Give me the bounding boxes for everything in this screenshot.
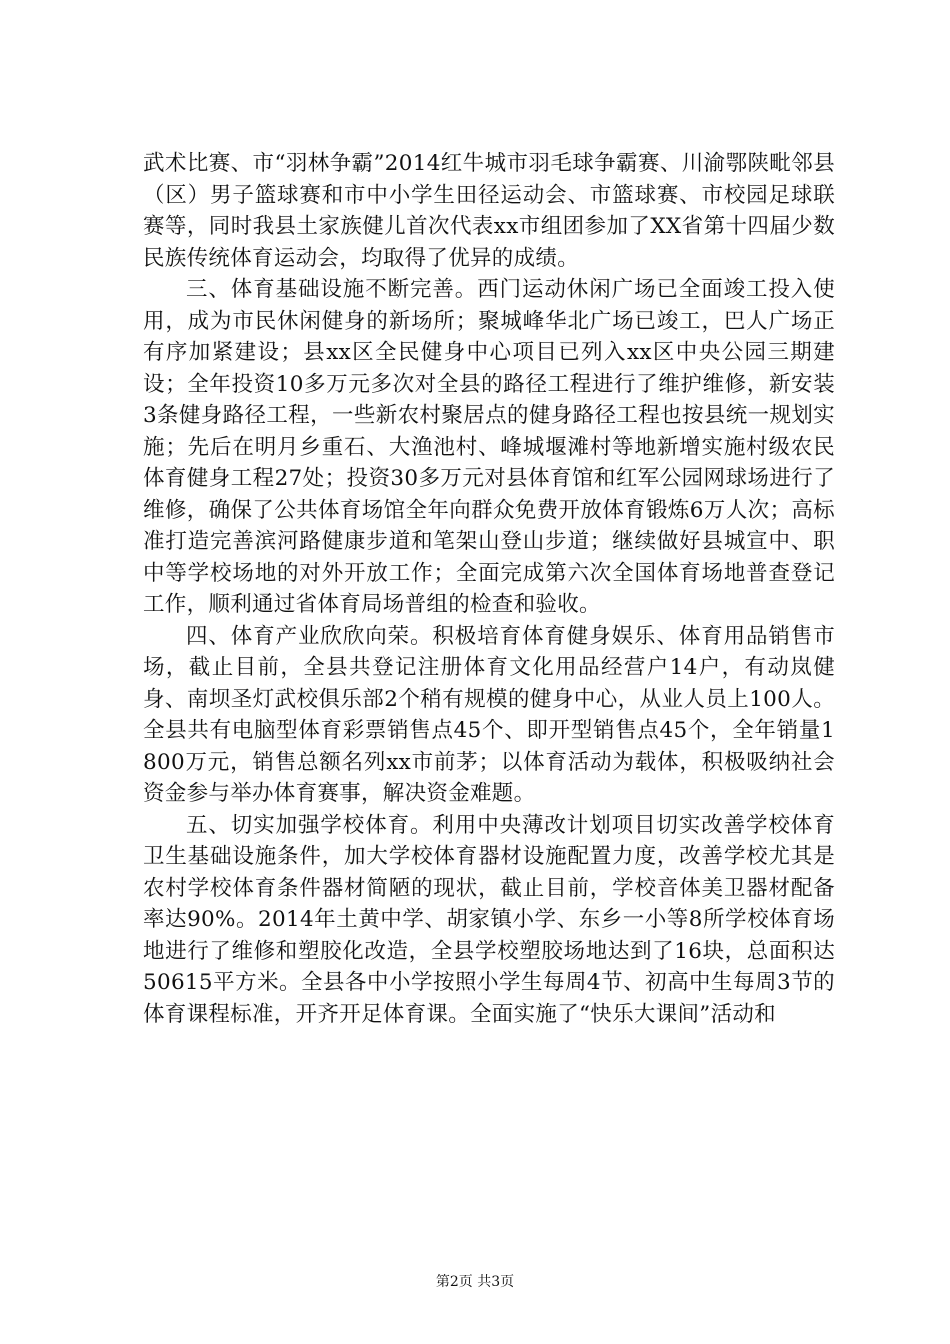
paragraph-infrastructure: 三、体育基础设施不断完善。西门运动休闲广场已全面竣工投入使用，成为市民休闲健身的新场所；聚城峰华北广场已竣工，巴人广场正有序加紧建设；县xx区全民健身中心项目已列入xx区中央公园三期建设；全年投资10多万元多次对全县的路径工程进行了维护维修，新安装3条健身路径工程，一些新农村聚居点的健身路径工程也按县统一规划实施；先后在明月乡重石、大渔池村、峰城堰滩村等地新增实施村级农民体育健身工程27处；投资30多万元对县体育馆和红军公园网球场进行了维修，确保了公共体育场馆全年向群众免费开放体育锻炼6万人次；高标准打造完善滨河路健康步道和笔架山登山步道；继续做好县城宣中、职中等学校场地的对外开放工作；全面完成第六次全国体育场地普查登记工作，顺利通过省体育局场普组的检查和验收。: [143, 277, 835, 617]
paragraph-continuation: 武术比赛、市“羽林争霸”2014红牛城市羽毛球争霸赛、川渝鄂陕毗邻县（区）男子篮球赛和市中小学生田径运动会、市篮球赛、市校园足球联赛等，同时我县土家族健儿首次代表xx市组团参加了XX省第十四届少数民族传统体育运动会，均取得了优异的成绩。: [143, 151, 835, 271]
document-body: [143, 148, 835, 1030]
paragraph-industry: 四、体育产业欣欣向荣。积极培育体育健身娱乐、体育用品销售市场，截止目前，全县共登记注册体育文化用品经营户14户，有动岚健身、南坝圣灯武校俱乐部2个稍有规模的健身中心，从业人员上100人。全县共有电脑型体育彩票销售点45个、即开型销售点45个，全年销量1800万元，销售总额名列xx市前茅；以体育活动为载体，积极吸纳社会资金参与举办体育赛事，解决资金难题。: [143, 623, 835, 806]
page-footer: 第2页 共3页: [435, 1274, 515, 1290]
paragraph-school-sports: 五、切实加强学校体育。利用中央薄改计划项目切实改善学校体育卫生基础设施条件，加大学校体育器材设施配置力度，改善学校尤其是农村学校体育条件器材简陋的现状，截止目前，学校音体美卫器材配备率达90%。2014年土黄中学、胡家镇小学、东乡一小等8所学校体育场地进行了维修和塑胶化改造，全县学校塑胶场地达到了16块，总面积达50615平方米。全县各中小学按照小学生每周4节、初高中生每周3节的体育课程标准，开齐开足体育课。全面实施了“快乐大课间”活动和: [143, 812, 835, 1027]
